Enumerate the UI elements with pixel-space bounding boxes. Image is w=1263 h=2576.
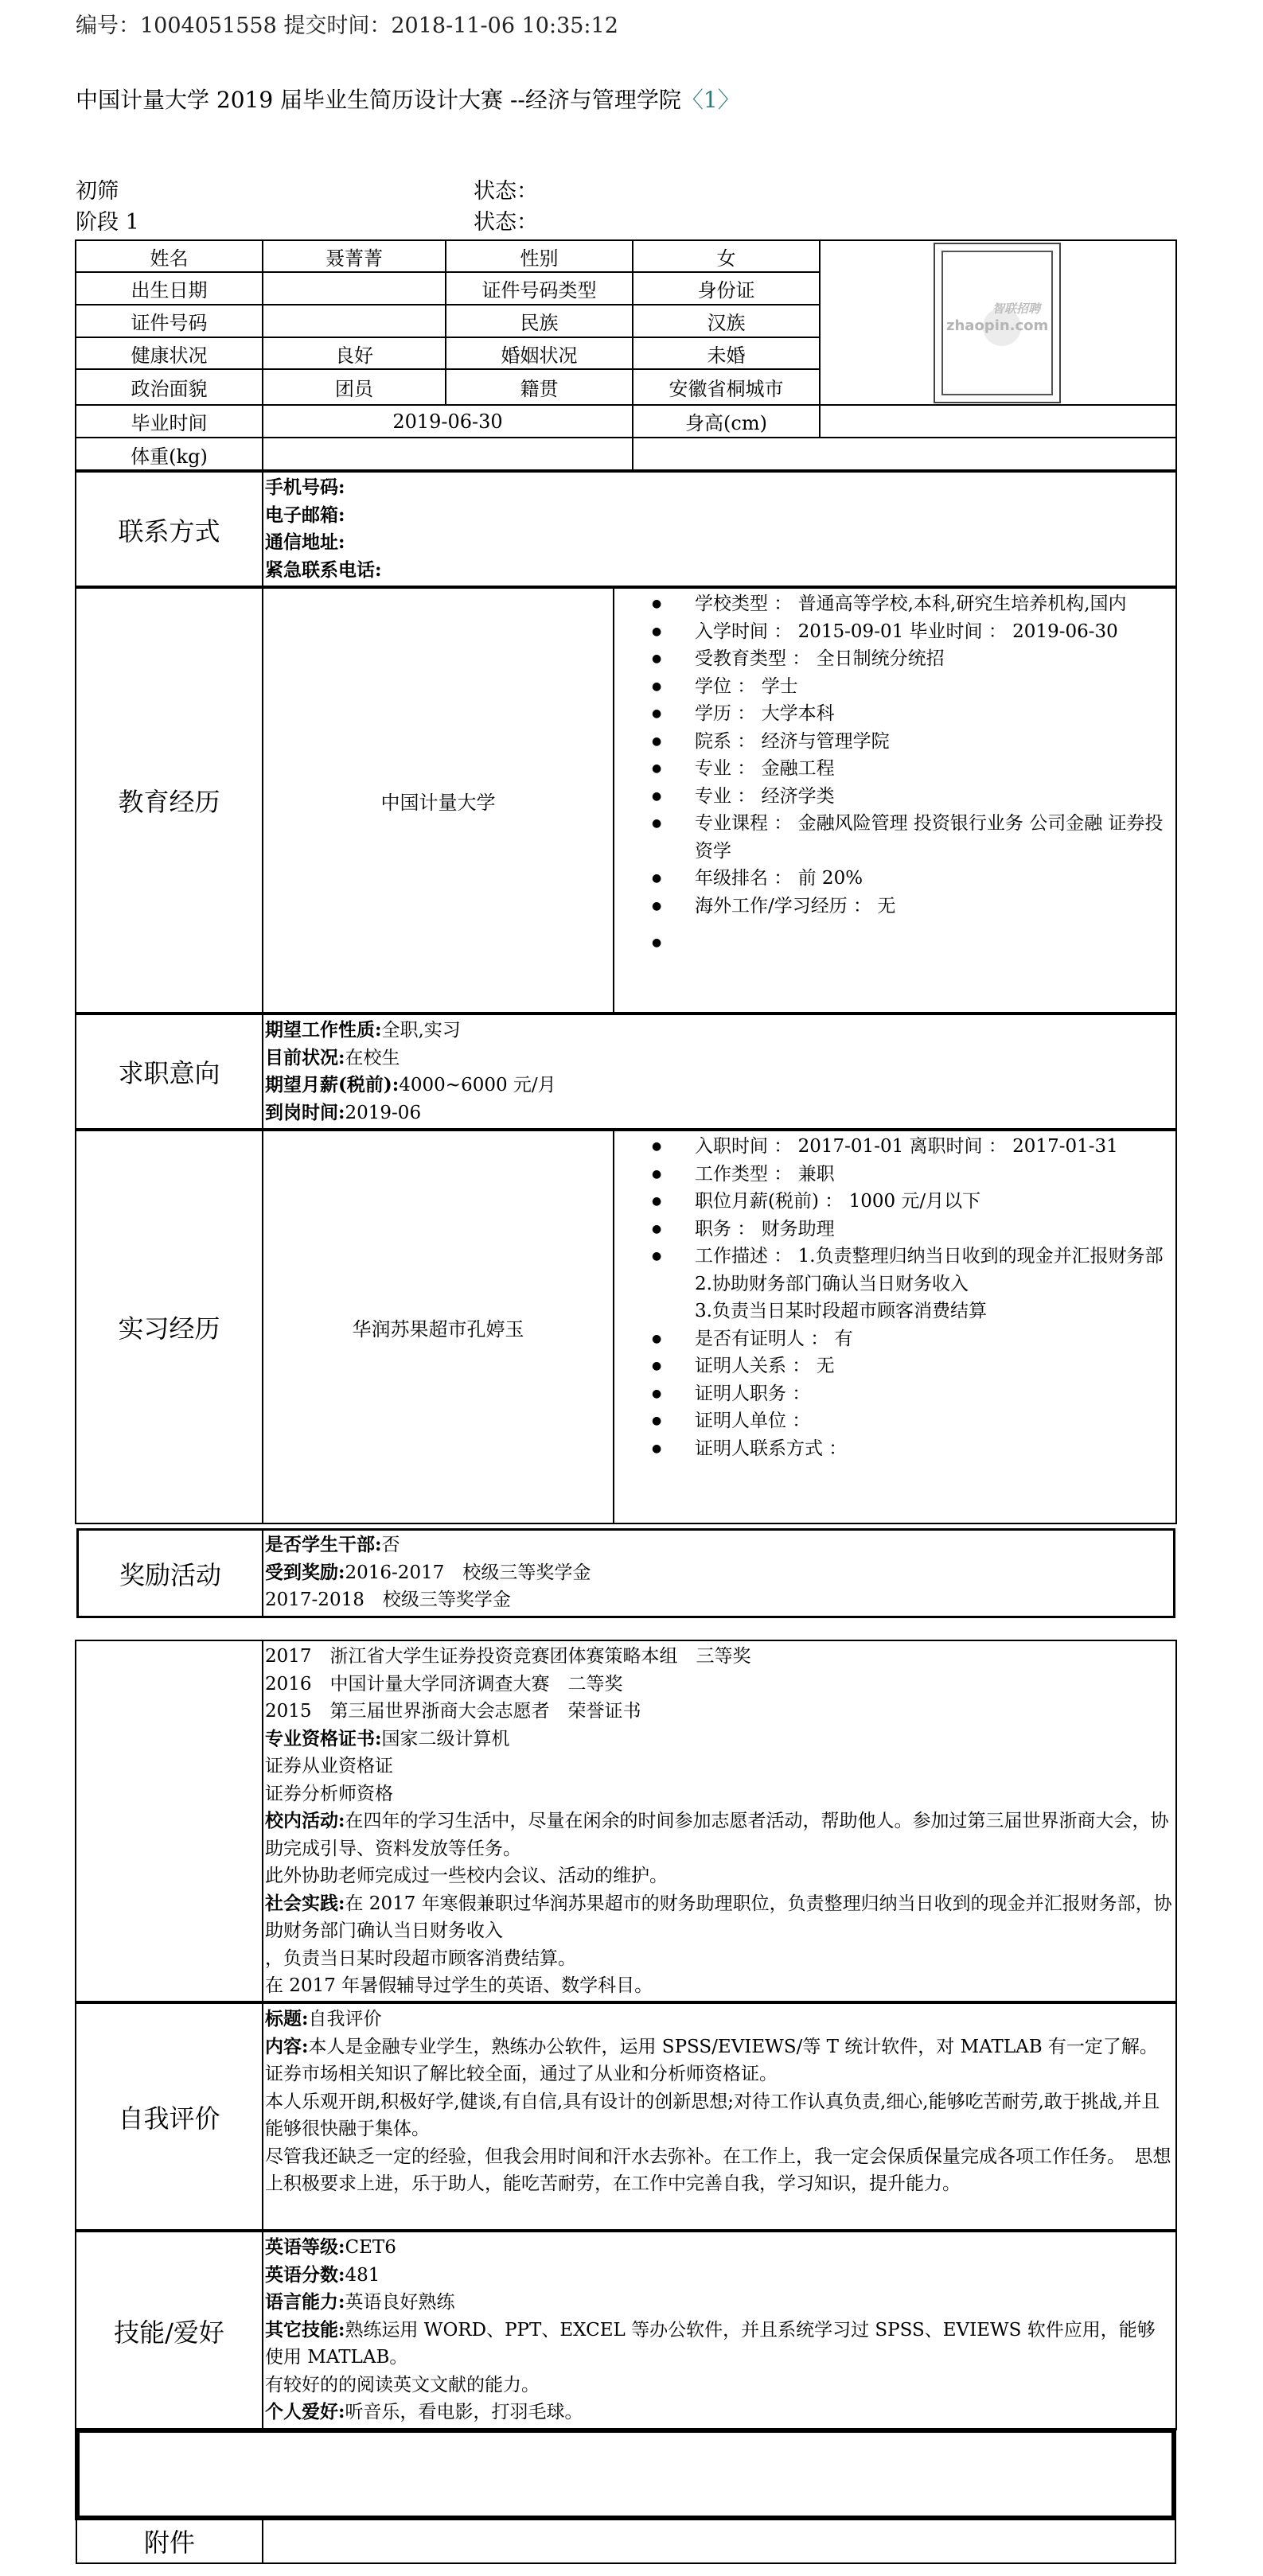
height-label: 身高(cm) — [685, 412, 767, 434]
awards-value: 2016-2017 校级三等奖学金 — [345, 1562, 591, 1583]
internship-desc-cont — [615, 1270, 1172, 1298]
id-number-label: 证件号码 — [131, 312, 208, 334]
awards-value: 2017-2018 校级三等奖学金 — [265, 1590, 511, 1610]
health-label: 健康状况 — [131, 344, 208, 367]
intention-value: 全职,实习 — [381, 1020, 461, 1041]
skills-key: 英语分数: — [265, 2263, 345, 2286]
intention-key: 期望月薪(税前): — [265, 1074, 400, 1095]
skills-row — [265, 2289, 1172, 2317]
weight-value — [263, 438, 632, 470]
other-key: 专业资格证书: — [265, 1727, 382, 1749]
intention-key: 期望工作性质: — [265, 1019, 382, 1041]
weight-label: 体重(kg) — [131, 445, 208, 468]
skills-key: 其它技能: — [265, 2318, 345, 2341]
self-eval-key: 内容: — [265, 2035, 309, 2057]
profile-photo-placeholder — [934, 243, 1061, 403]
native-label: 籍贯 — [520, 378, 559, 400]
id-number-value — [263, 305, 445, 337]
education-item: ● 专业 ： 经济学类 — [615, 783, 1172, 811]
contact-email: 电子邮箱: — [265, 504, 345, 526]
self-eval-label: 自我评价 — [118, 2103, 220, 2134]
intention-label: 求职意向 — [118, 1058, 220, 1088]
name-label: 姓名 — [150, 247, 189, 270]
intention-key: 到岗时间: — [265, 1101, 345, 1123]
awards-lines — [265, 1531, 591, 1614]
internship-desc-cont — [615, 1298, 1172, 1325]
id-type-value: 身份证 — [697, 279, 755, 302]
other-row — [265, 1643, 1172, 1671]
skills-key: 个人爱好: — [265, 2401, 345, 2422]
intention-row — [265, 1017, 556, 1045]
internship-item: ● 证明人关系 ： 无 — [615, 1352, 1172, 1380]
submission-meta: 编号：1004051558 提交时间：2018-11-06 10:35:12 — [76, 14, 618, 38]
education-item: ● 年级排名 ： 前 20% — [615, 865, 1172, 893]
gender-value: 女 — [716, 247, 736, 270]
awards-row — [265, 1531, 591, 1559]
stage-status: 状态： — [474, 210, 538, 235]
other-row — [265, 1890, 1172, 1945]
self-eval-value: 尽管我还缺乏一定的经验，但我会用时间和汗水去弥补。在工作上，我一定会保质保量完成各项工作任务。 思想上积极要求上进，乐于助人，能吃苦耐劳，在工作中完善自我，学习知识，提升能力。 — [265, 2146, 1171, 2194]
skills-value: 听音乐，看电影，打羽毛球。 — [345, 2402, 583, 2422]
self-eval-row — [265, 2006, 1172, 2033]
health-value: 良好 — [335, 344, 373, 367]
skills-row — [265, 2262, 1172, 2290]
intention-key: 目前状况: — [265, 1046, 345, 1068]
intention-row — [265, 1045, 556, 1072]
divider — [613, 1130, 614, 1524]
contact-lines — [265, 474, 382, 584]
self-eval-value: 本人是金融专业学生，熟练办公软件，运用 SPSS/EVIEWS/等 T 统计软件，对 MATLAB 有一定了解。证券市场相关知识了解比较全面，通过了从业和分析师资格证。 — [265, 2036, 1158, 2084]
internship-item: ● 工作类型 ： 兼职 — [615, 1161, 1172, 1189]
marital-label: 婚姻状况 — [501, 344, 578, 367]
divider — [613, 586, 614, 1014]
internship-item: ● 是否有证明人 ： 有 — [615, 1325, 1172, 1353]
intention-value: 2019-06 — [345, 1102, 422, 1123]
education-item: ● 学历 ： 大学本科 — [615, 700, 1172, 728]
internship-item: ● 证明人单位 ： — [615, 1407, 1172, 1435]
gender-label: 性别 — [520, 247, 559, 270]
skills-lines — [265, 2234, 1172, 2426]
skills-key: 英语等级: — [265, 2236, 345, 2258]
other-key: 社会实践: — [265, 1892, 345, 1914]
awards-value: 否 — [381, 1535, 400, 1555]
other-value: 在 2017 年寒假兼职过华润苏果超市的财务助理职位，负责整理归纳当日收到的现金并汇报财务部，协助财务部门确认当日财务收入 — [265, 1893, 1172, 1941]
other-row — [265, 1671, 1172, 1699]
page-title — [76, 83, 740, 115]
skills-label: 技能/爱好 — [114, 2317, 224, 2348]
awards-label: 奖励活动 — [119, 1559, 221, 1590]
grad-label: 毕业时间 — [131, 412, 208, 434]
other-value: ，负责当日某时段超市顾客消费结算。 — [265, 1948, 576, 1969]
divider — [262, 1528, 263, 1618]
other-row — [265, 1807, 1172, 1862]
skills-row — [265, 2317, 1172, 2372]
empty-box — [75, 2428, 1176, 2520]
other-value: 在四年的学习生活中，尽量在闲余的时间参加志愿者活动，帮助他人。参加过第三届世界浙商大会，协助完成引导、资料发放等任务。 — [265, 1811, 1169, 1859]
education-label: 教育经历 — [118, 787, 220, 817]
skills-value: 熟练运用 WORD、PPT、EXCEL 等办公软件，并且系统学习过 SPSS、EVIEWS 软件应用，能够使用 MATLAB。 — [265, 2319, 1156, 2368]
skills-row — [265, 2399, 1172, 2426]
stage-name: 初筛 — [76, 179, 119, 204]
name-value: 聂菁菁 — [325, 247, 383, 270]
awards-row — [265, 1559, 591, 1587]
stage-status: 状态： — [474, 179, 538, 204]
title-suffix-link[interactable]: 〈1〉 — [680, 87, 740, 113]
contact-mobile: 手机号码: — [265, 477, 345, 498]
awards-row — [265, 1586, 591, 1614]
internship-item: ● 证明人联系方式 ： — [615, 1435, 1172, 1463]
photo-watermark: zhaopin.com — [946, 317, 1049, 334]
skills-key: 语言能力: — [265, 2291, 345, 2313]
grad-value: 2019-06-30 — [392, 410, 503, 433]
skills-value: 英语良好熟练 — [345, 2292, 455, 2313]
internship-item: ● 职务 ： 财务助理 — [615, 1216, 1172, 1243]
skills-value: 有较好的的阅读英文文献的能力。 — [265, 2374, 540, 2395]
birth-value — [263, 273, 445, 304]
awards-key: 受到奖励: — [265, 1561, 345, 1583]
other-row — [265, 1726, 1172, 1753]
other-row — [265, 1698, 1172, 1726]
self-eval-value: 本人乐观开朗,积极好学,健谈,有自信,具有设计的创新思想;对待工作认真负责,细心,能够吃苦耐劳,敢于挑战,并且能够很快融于集体。 — [265, 2091, 1160, 2139]
other-row — [265, 1862, 1172, 1890]
education-item: ● 院系 ： 经济与管理学院 — [615, 728, 1172, 756]
marital-value: 未婚 — [707, 344, 746, 367]
ethnic-value: 汉族 — [707, 312, 746, 334]
attachment-label: 附件 — [143, 2527, 195, 2558]
self-eval-lines — [265, 2006, 1172, 2198]
internship-item: ● 工作描述 ： 1.负责整理归纳当日收到的现金并汇报财务部 — [615, 1243, 1172, 1270]
self-eval-value: 自我评价 — [308, 2009, 382, 2029]
internship-label: 实习经历 — [118, 1313, 220, 1344]
education-school: 中国计量大学 — [380, 791, 496, 814]
skills-value: CET6 — [345, 2237, 396, 2258]
intention-value: 4000~6000 元/月 — [399, 1075, 556, 1095]
other-lines — [265, 1643, 1172, 2000]
other-value: 证券从业资格证 — [265, 1756, 393, 1776]
skills-row — [265, 2372, 1172, 2399]
intention-value: 在校生 — [345, 1047, 400, 1068]
education-item-empty — [615, 929, 1172, 956]
education-item: ● 专业 ： 金融工程 — [615, 755, 1172, 783]
stage-name: 阶段 1 — [76, 210, 139, 235]
education-item: ● 入学时间 ： 2015-09-01 毕业时间 ： 2019-06-30 — [615, 618, 1172, 646]
other-value: 2015 第三届世界浙商大会志愿者 荣誉证书 — [265, 1701, 641, 1722]
awards-key: 是否学生干部: — [265, 1534, 382, 1555]
intention-lines — [265, 1017, 556, 1127]
divider — [262, 471, 263, 589]
desc-line: 2.协助财务部门确认当日财务收入 — [695, 1273, 969, 1294]
other-row — [265, 1972, 1172, 2000]
other-value: 2016 中国计量大学同济调查大赛 二等奖 — [265, 1673, 623, 1695]
self-eval-row — [265, 2088, 1172, 2143]
education-item: ● 受教育类型 ： 全日制统分统招 — [615, 645, 1172, 673]
contact-emergency: 紧急联系电话: — [265, 558, 382, 581]
self-eval-row — [265, 2033, 1172, 2088]
education-item: ● 学校类型 ： 普通高等学校,本科,研究生培养机构,国内 — [615, 590, 1172, 618]
self-eval-key: 标题: — [265, 2008, 309, 2029]
ethnic-label: 民族 — [520, 312, 559, 334]
other-value: 2017 浙江省大学生证券投资竞赛团体赛策略本组 三等奖 — [265, 1646, 751, 1667]
title-text: 中国计量大学 2019 届毕业生简历设计大赛 --经济与管理学院 — [76, 87, 681, 113]
contact-label: 联系方式 — [118, 516, 220, 547]
political-value: 团员 — [335, 378, 373, 400]
birth-label: 出生日期 — [131, 279, 208, 302]
other-value: 此外协助老师完成过一些校内会议、活动的维护。 — [265, 1866, 668, 1886]
education-details — [615, 590, 1172, 956]
other-row — [265, 1780, 1172, 1808]
other-row — [265, 1753, 1172, 1780]
other-value: 证券分析师资格 — [265, 1783, 393, 1804]
attachment-area[interactable] — [263, 2520, 1175, 2562]
native-value: 安徽省桐城市 — [669, 378, 784, 400]
education-item: ● 学位 ： 学士 — [615, 673, 1172, 701]
id-type-label: 证件号码类型 — [481, 279, 597, 302]
political-label: 政治面貌 — [131, 378, 208, 400]
intention-row — [265, 1099, 556, 1127]
photo-watermark-cn: 智联招聘 — [992, 302, 1041, 316]
other-value: 国家二级计算机 — [381, 1728, 510, 1749]
internship-company: 华润苏果超市孔婷玉 — [352, 1317, 524, 1341]
internship-item: ● 职位月薪(税前) ： 1000 元/月以下 — [615, 1188, 1172, 1216]
intention-row — [265, 1072, 556, 1099]
skills-value: 481 — [345, 2264, 380, 2286]
divider — [262, 1640, 263, 2430]
internship-item: ● 证明人职务 ： — [615, 1380, 1172, 1408]
contact-address: 通信地址: — [265, 531, 345, 553]
other-row — [265, 1945, 1172, 1973]
height-value — [821, 406, 1175, 437]
self-eval-row — [265, 2143, 1172, 2198]
education-item: ● 海外工作/学习经历 ： 无 — [615, 893, 1172, 920]
other-key: 校内活动: — [265, 1810, 345, 1831]
desc-line: 3.负责当日某时段超市顾客消费结算 — [695, 1301, 987, 1321]
internship-item: ● 入职时间 ： 2017-01-01 离职时间 ： 2017-01-31 — [615, 1133, 1172, 1161]
internship-details — [615, 1133, 1172, 1462]
education-item: ● 专业课程 ： 金融风险管理 投资银行业务 公司金融 证券投资学 — [615, 810, 1172, 865]
other-value: 在 2017 年暑假辅导过学生的英语、数学科目。 — [265, 1975, 653, 1996]
skills-row — [265, 2234, 1172, 2262]
